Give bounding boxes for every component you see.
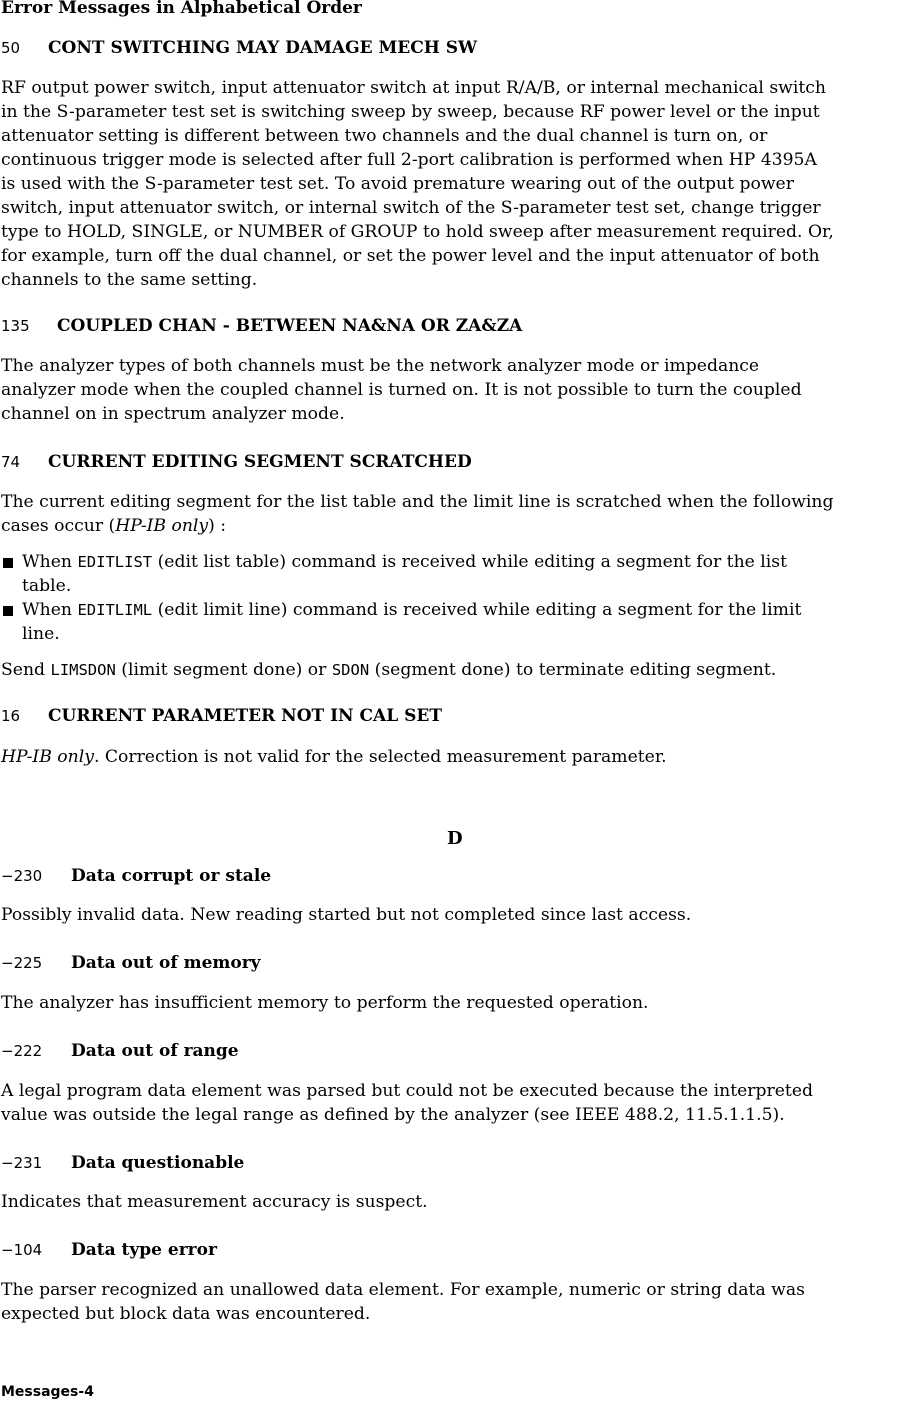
error-title: CURRENT PARAMETER NOT IN CAL SET (48, 706, 442, 726)
text-line: expected but block data was encountered. (1, 1304, 371, 1324)
text-line: cases occur (HP-IB only) : (1, 516, 227, 536)
error-title: Data questionable (71, 1153, 245, 1173)
page-header: Error Messages in Alphabetical Order (1, 0, 362, 18)
hpib-only-note: HP-IB only (115, 516, 209, 536)
text-line: continuous trigger mode is selected after full 2-port calibration is performed when HP 4395A (1, 150, 817, 170)
text-line: The current editing segment for the list table and the limit line is scratched when the following (1, 492, 834, 512)
text-line: The analyzer types of both channels must be the network analyzer mode or impedance (1, 356, 760, 376)
error-description (1, 490, 900, 538)
error-code: 74 (1, 453, 21, 471)
entry-heading (1, 706, 442, 726)
entry-heading (1, 1240, 217, 1260)
text-line: for example, turn off the dual channel, or set the power level and the input attenuator of both (1, 246, 820, 266)
text-line: The analyzer has insufficient memory to perform the requested operation. (1, 993, 649, 1013)
text-line: type to HOLD, SINGLE, or NUMBER of GROUP to hold sweep after measurement required. Or, (1, 222, 834, 242)
bullet-square-icon (3, 606, 13, 616)
error-description (1, 354, 900, 426)
command-name: LIMSDON (50, 661, 116, 679)
entry-heading (1, 1041, 239, 1061)
command-name: EDITLIML (77, 601, 153, 619)
text-line: The parser recognized an unallowed data element. For example, numeric or string data was (1, 1280, 805, 1300)
text-line: switch, input attenuator switch, or internal switch of the S-parameter test set, change trigger (1, 198, 821, 218)
error-description (1, 903, 900, 927)
entry-heading (1, 953, 261, 973)
entry-heading (1, 316, 523, 336)
error-title: CONT SWITCHING MAY DAMAGE MECH SW (48, 38, 478, 58)
error-description (1, 1079, 900, 1127)
text-line: Possibly invalid data. New reading started but not completed since last access. (1, 905, 692, 925)
text-line: analyzer mode when the coupled channel is turned on. It is not possible to turn the coupled (1, 380, 802, 400)
error-code: 16 (1, 707, 21, 725)
entry-heading (1, 866, 272, 886)
text-line: in the S-parameter test set is switching sweep by sweep, because RF power level or the input (1, 102, 820, 122)
error-title: Data out of range (71, 1041, 239, 1061)
error-title: Data out of memory (71, 953, 261, 973)
error-code: −231 (1, 1154, 43, 1172)
error-code: −222 (1, 1042, 43, 1060)
error-code: −104 (1, 1241, 43, 1259)
error-description (1, 1278, 900, 1326)
bullet-square-icon (3, 558, 13, 568)
text-line: is used with the S-parameter test set. To avoid premature wearing out of the output power (1, 174, 794, 194)
error-description: Send LIMSDON (limit segment done) or SDON (segment done) to terminate editing segment. (1, 660, 777, 680)
error-description: HP-IB only. Correction is not valid for the selected measurement parameter. (1, 747, 667, 767)
entry-heading (1, 1153, 245, 1173)
entry-heading (1, 452, 472, 472)
error-description (1, 1190, 900, 1214)
error-description (1, 76, 900, 292)
error-title: COUPLED CHAN - BETWEEN NA&NA OR ZA&ZA (57, 316, 523, 336)
section-heading: D (447, 828, 463, 849)
entry-heading (1, 38, 478, 58)
text-line: channel on in spectrum analyzer mode. (1, 404, 345, 424)
bullet-item: When EDITLIML (edit limit line) command is received while editing a segment for the limit line. (1, 598, 801, 646)
error-title: Data type error (71, 1240, 217, 1260)
text-line: RF output power switch, input attenuator switch at input R/A/B, or internal mechanical switch (1, 78, 826, 98)
text-line: channels to the same setting. (1, 270, 258, 290)
error-code: −230 (1, 867, 43, 885)
text-line: value was outside the legal range as defined by the analyzer (see IEEE 488.2, 11.5.1.1.5). (1, 1105, 785, 1125)
text-line: attenuator setting is different between two channels and the dual channel is turn on, or (1, 126, 768, 146)
error-title: Data corrupt or stale (71, 866, 272, 886)
error-code: 50 (1, 39, 21, 57)
command-name: SDON (331, 661, 370, 679)
error-description (1, 991, 900, 1015)
error-title: CURRENT EDITING SEGMENT SCRATCHED (48, 452, 472, 472)
error-code: 135 (1, 317, 30, 335)
text-line: A legal program data element was parsed but could not be executed because the interpreted (1, 1081, 813, 1101)
text-line: Indicates that measurement accuracy is suspect. (1, 1192, 428, 1212)
bullet-item: When EDITLIST (edit list table) command is received while editing a segment for the list table. (1, 550, 787, 598)
command-name: EDITLIST (77, 553, 153, 571)
page-footer: Messages-4 (1, 1384, 94, 1400)
text-line: line. (22, 624, 60, 644)
text-line: table. (22, 576, 72, 596)
error-code: −225 (1, 954, 43, 972)
hpib-only-note: HP-IB only (1, 747, 94, 767)
